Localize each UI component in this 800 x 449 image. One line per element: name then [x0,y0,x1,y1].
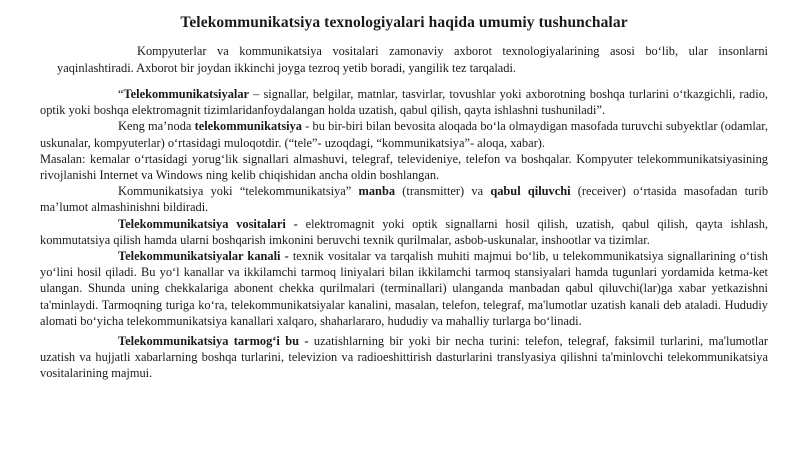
term-tarmogi: Telekommunikatsiya tarmog‘i bu - [118,334,309,349]
intro-paragraph: Kompyuterlar va kommunikatsiya vositalari zamonaviy axborot texnologiyalarining asosi bo‘lib, ular insonlarni yaqinlashtiradi. Axborot bir joydan ikkinchi joyga tezroq yetib boradi, yangilik tez tarqaladi. [57,44,768,75]
definition-text: (receiver) o‘rtasida masofadan turib ma’lumot almashinishni bildiradi. [40,184,769,215]
term-telekommunikatsiyalar: Telekommunikatsiyalar [123,87,250,101]
quote-mark: “ [118,87,124,101]
document-page [40,14,768,382]
paragraph-vositalari [40,216,768,248]
term-kanali: Telekommunikatsiyalar kanali - [118,249,289,264]
term-telekommunikatsiya: telekommunikatsiya [194,119,302,134]
definition-text: uzatishlarning bir yoki bir necha turini: telefon, telegraf, faksimil turlarini, ma'lumotlar uzatish va hujjatli xabarlarning boshqa turlarini, televizion va radioeshittirish dasturlarini translyasiya qilishni ta'minlovchi telekommunikatsiya vositalarining majmui. [40,334,768,381]
paragraph-keng-manoda [40,118,768,150]
lead-text: Keng ma’noda [118,119,195,134]
definition-text: – signallar, belgilar, matnlar, tasvirlar, tovushlar yoki axborotning boshqa turlarini o‘tkazgichli, radio, optik yoki boshqa elektromagnit tizimlaridanfoydalangan holda uzatish, qabul qilish, qayta ishlashni tushuniladi”. [40,87,768,118]
paragraph-kanali [40,248,768,329]
document-title: Telekommunikatsiya texnologiyalari haqida umumiy tushunchalar [180,14,628,31]
paragraph-manba-qabul [40,183,768,215]
paragraph-tarmogi [40,333,768,382]
term-qabul-qiluvchi: qabul qiluvchi [490,184,571,199]
mid-text: (transmitter) va [395,184,491,199]
paragraph-masalan: Masalan: kemalar o‘rtasidagi yorug‘lik signallari almashuvi, telegraf, televideniye, telefon va boshqalar. Kompyuter telekommunikatsiyasining rivojlanishi Internet va Windows ning kelib chiqishidan ancha oldin boshlangan. [40,151,768,183]
definition-text: - bu bir-biri bilan bevosita aloqada bo‘la olmaydigan masofada turuvchi subyektlar (odamlar, uskunalar, kompyuterlar) o‘rtasidagi muloqotdir. (“tele”- uzoqdagi, “kommunikatsiya”- aloqa, xabar). [40,119,768,150]
term-vositalari: Telekommunikatsiya vositalari - [118,216,298,231]
definition-text: elektromagnit yoki optik signallarni hosil qilish, uzatish, qabul qilish, qayta ishlash, kommutatsiya qilish hamda ularni boshqarish imkonini beruvchi texnik qurilmalar, asbob-uskunalar, inshootlar va tizimlar. [40,216,768,247]
term-manba: manba [358,184,396,199]
paragraph-telekommunikatsiyalar-definition [40,86,768,118]
lead-text: Kommunikatsiya yoki “telekommunikatsiya” [118,184,359,199]
definition-text: texnik vositalar va tarqalish muhiti majmui bo‘lib, u telekommunikatsiya signallarining o‘tish yo‘lini hosil qiladi. Bu yo‘l kanallar va ikkilamchi tarmoq liniyalari bilan ikkilamchi tarmoq stansiyalari hamda tugunlari yordamida ketma-ket ulangan. Shunda uning chekkalariga abonent chekka qurilmalari (terminallari) ulanganda manbadan qabul qiluvchi(lar)ga xabar yetkazishni ta'minlaydi. Tarmoqning turiga ko‘ra, telekommunikatsiyalar kanalini, masalan, telefon, telegraf, ma'lumotlar uzatish kanali deb ataladi. Hududiy alomati bo‘yicha telekommunikatsiya kanallari xalqaro, shaharlararo, hududiy va mahalliy turlarga bo‘linadi. [40,249,768,328]
